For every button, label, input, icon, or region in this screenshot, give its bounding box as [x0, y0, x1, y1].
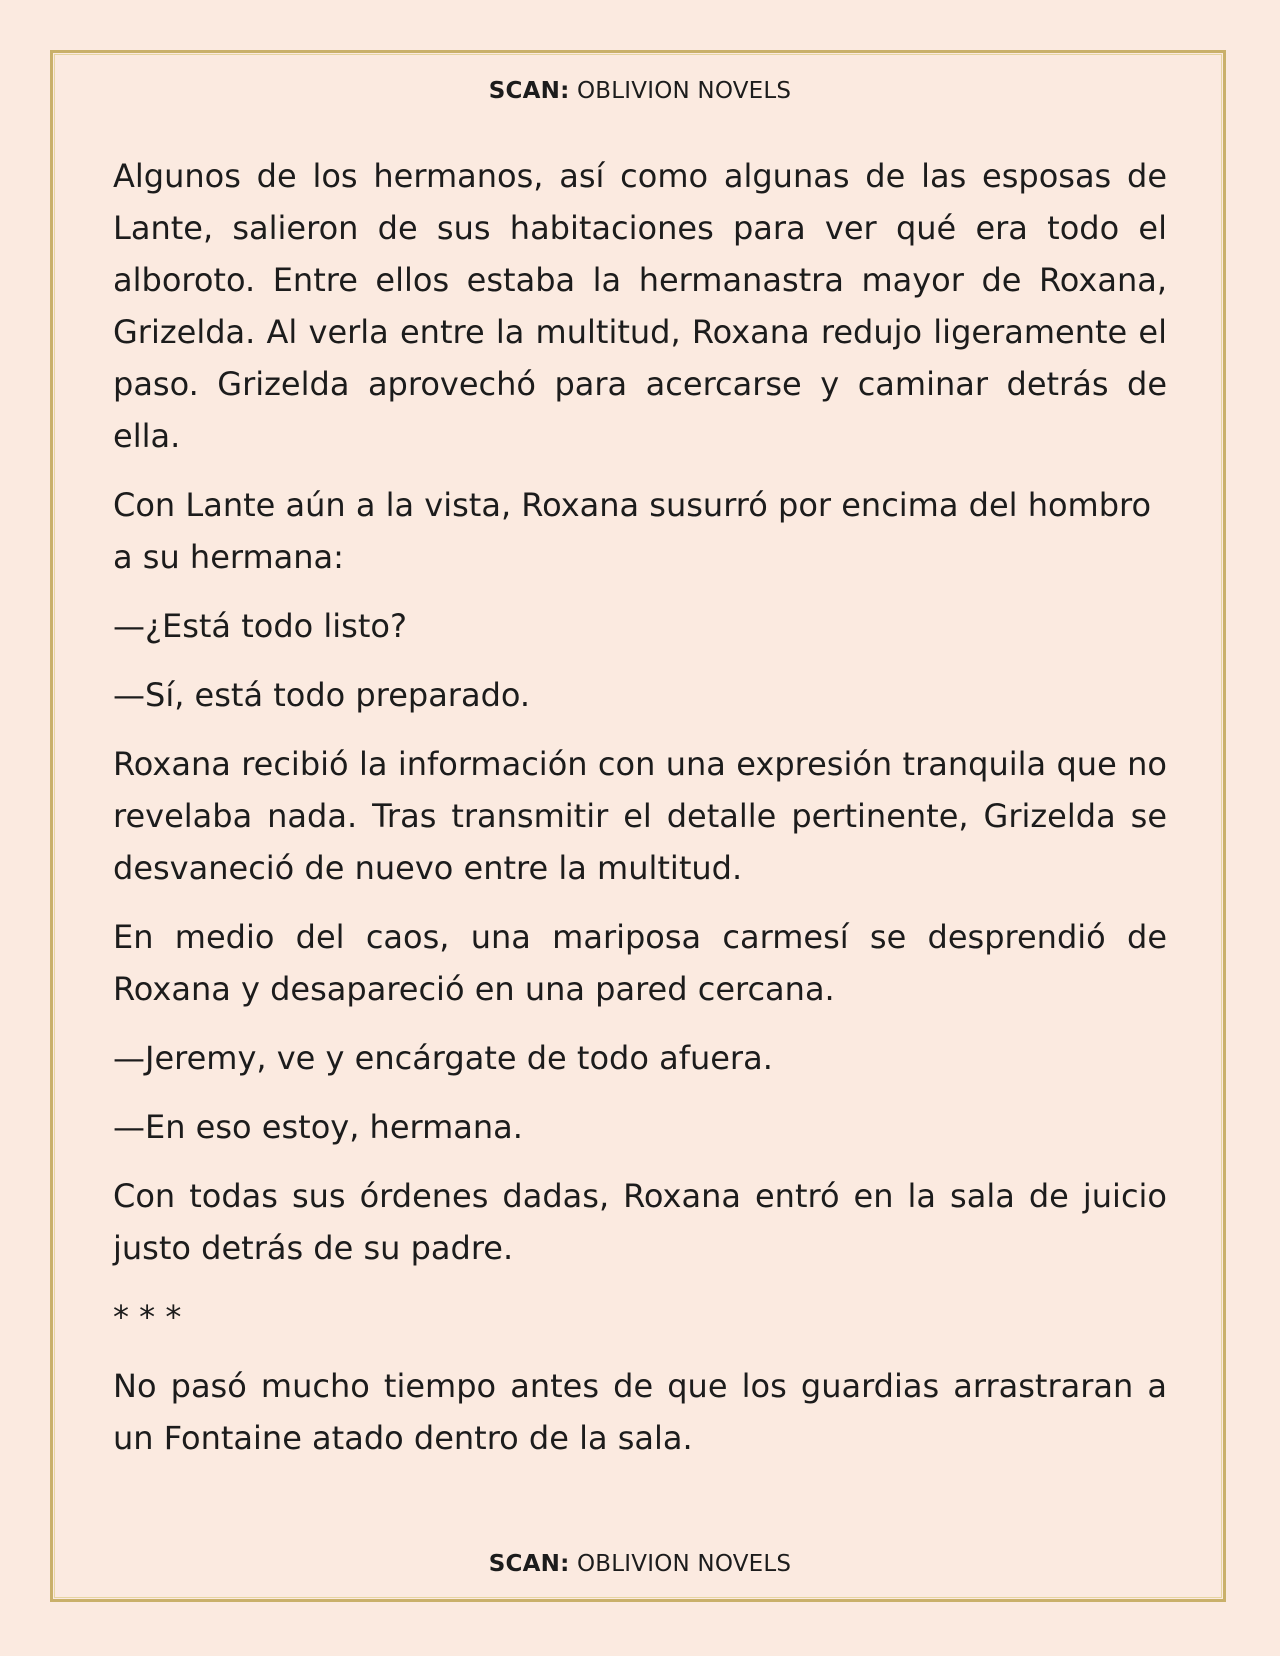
- paragraph: No pasó mucho tiempo antes de que los guardias arrastraran a un Fontaine atado dentro de la sala.: [113, 1367, 1167, 1457]
- page-footer: [0, 1551, 1280, 1577]
- paragraph: Con Lante aún a la vista, Roxana susurró por encima del hombro a su hermana:: [113, 486, 1152, 576]
- dialogue-line: —En eso estoy, hermana.: [113, 1108, 523, 1146]
- dialogue-line: —Jeremy, ve y encárgate de todo afuera.: [113, 1039, 773, 1077]
- header-source: OBLIVION NOVELS: [577, 78, 792, 104]
- chapter-text: [113, 150, 1167, 1481]
- paragraph: Con todas sus órdenes dadas, Roxana entró en la sala de juicio justo detrás de su padre.: [113, 1177, 1167, 1267]
- footer-label: SCAN:: [488, 1551, 570, 1577]
- paragraph: Algunos de los hermanos, así como algunas de las esposas de Lante, salieron de sus habitaciones para ver qué era todo el alboroto. Entre ellos estaba la hermanastra mayor de Roxana, Grizelda. Al verla entre la multitud, Roxana redujo ligeramente el paso. Grizelda aprovechó para acercarse y caminar detrás de ella.: [113, 157, 1167, 455]
- header-label: SCAN:: [488, 78, 570, 104]
- dialogue-line: —¿Está todo listo?: [113, 607, 407, 645]
- paragraph: En medio del caos, una mariposa carmesí se desprendió de Roxana y desapareció en una pared cercana.: [113, 918, 1167, 1008]
- scene-break: * * *: [113, 1298, 182, 1336]
- page-header: [0, 78, 1280, 104]
- dialogue-line: —Sí, está todo preparado.: [113, 676, 531, 714]
- paragraph: Roxana recibió la información con una expresión tranquila que no revelaba nada. Tras transmitir el detalle pertinente, Grizelda se desvaneció de nuevo entre la multitud.: [113, 745, 1167, 887]
- footer-source: OBLIVION NOVELS: [577, 1551, 792, 1577]
